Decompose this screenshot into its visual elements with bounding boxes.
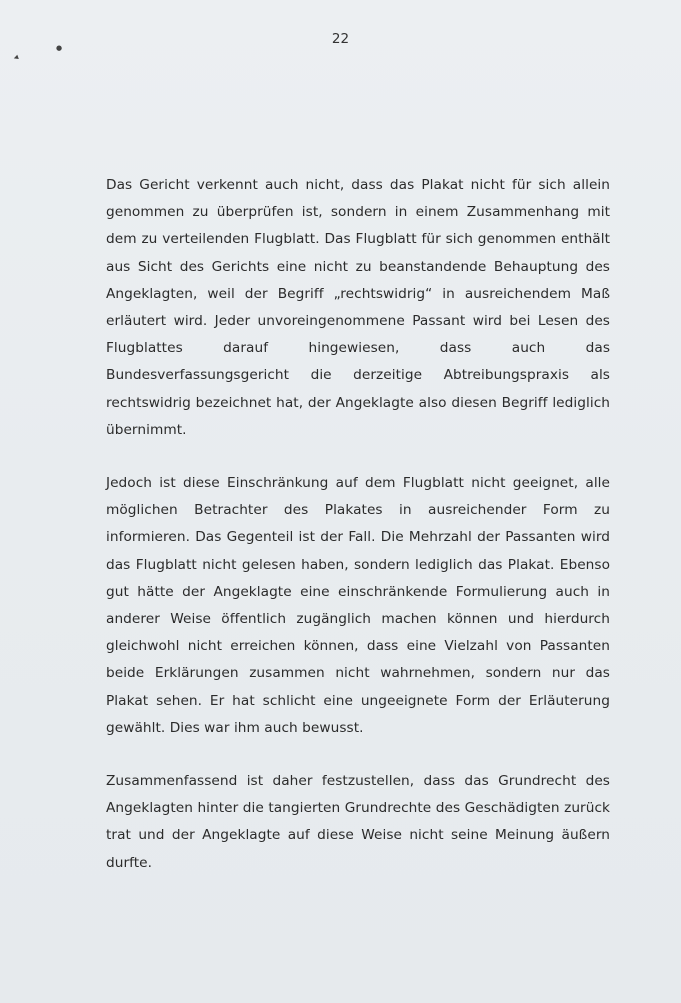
- scan-mark: ◂: [12, 52, 20, 64]
- document-body: [106, 172, 610, 877]
- paragraph: Jedoch ist diese Einschränkung auf dem Flugblatt nicht geeignet, alle möglichen Betrachter des Plakates in ausreichender Form zu informieren. Das Gegenteil ist der Fall. Die Mehrzahl der Passanten wird das Flugblatt nicht gelesen haben, sondern lediglich das Plakat. Ebenso gut hätte der Angeklagte eine einschränkende Formulierung auch in anderer Weise öffentlich zugänglich machen können und hierdurch gleichwohl nicht erreichen können, dass eine Vielzahl von Passanten beide Erklärungen zusammen nicht wahrnehmen, sondern nur das Plakat sehen. Er hat schlicht eine ungeeignete Form der Erläuterung gewählt. Dies war ihm auch bewusst.: [106, 475, 610, 736]
- paragraph: Zusammenfassend ist daher festzustellen, dass das Grundrecht des Angeklagten hinter die tangierten Grundrechte des Geschädigten zurück trat und der Angeklagte auf diese Weise nicht seine Meinung äußern durfte.: [106, 773, 610, 871]
- page-number: 22: [331, 31, 350, 47]
- paragraph: Das Gericht verkennt auch nicht, dass das Plakat nicht für sich allein genommen zu überprüfen ist, sondern in einem Zusammenhang mit dem zu verteilenden Flugblatt. Das Flugblatt für sich genommen enthält aus Sicht des Gerichts eine nicht zu beanstandende Behauptung des Angeklagten, weil der Begriff „rechtswidrig“ in ausreichendem Maß erläutert wird. Jeder unvoreingenommene Passant wird bei Lesen des Flugblattes darauf hingewiesen, dass auch das Bundesverfassungsgericht die derzeitige Abtreibungspraxis als rechtswidrig bezeichnet hat, der Angeklagte also diesen Begriff lediglich übernimmt.: [106, 177, 610, 438]
- scan-mark: ●: [56, 44, 63, 52]
